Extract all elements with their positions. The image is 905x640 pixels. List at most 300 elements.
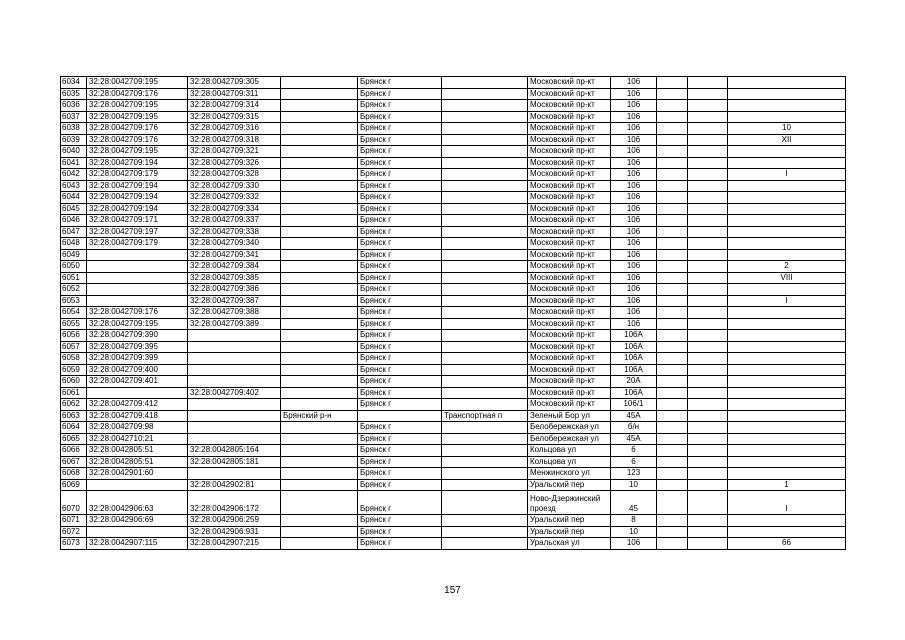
city-cell: Брянск г [358, 192, 442, 204]
district-cell [281, 341, 358, 353]
apartment-cell [728, 100, 846, 112]
cadastral-number-cell: 32:28:0042709:418 [87, 410, 188, 422]
district-cell [281, 399, 358, 411]
structure-cell [688, 399, 728, 411]
building-cell [657, 433, 688, 445]
locality-cell [442, 203, 528, 215]
structure-cell [688, 88, 728, 100]
street-cell: Московский пр-кт [528, 88, 611, 100]
parent-cadastral-number-cell [188, 341, 281, 353]
structure-cell [688, 307, 728, 319]
cadastral-number-cell: 32:28:0042709:194 [87, 192, 188, 204]
structure-cell [688, 353, 728, 365]
structure-cell [688, 226, 728, 238]
table-row [61, 515, 846, 527]
city-cell: Брянск г [358, 479, 442, 491]
street-cell: Московский пр-кт [528, 330, 611, 342]
street-cell: Московский пр-кт [528, 238, 611, 250]
locality-cell [442, 307, 528, 319]
row-number-cell: 6046 [61, 215, 87, 227]
cadastral-number-cell: 32:28:0042709:390 [87, 330, 188, 342]
house-cell: 106/1 [611, 399, 657, 411]
district-cell [281, 215, 358, 227]
house-cell: 106 [611, 226, 657, 238]
house-cell: 123 [611, 468, 657, 480]
building-cell [657, 77, 688, 89]
register-table [60, 76, 846, 550]
apartment-cell [728, 203, 846, 215]
street-cell: Московский пр-кт [528, 353, 611, 365]
row-number-cell: 6048 [61, 238, 87, 250]
city-cell: Брянск г [358, 157, 442, 169]
city-cell: Брянск г [358, 238, 442, 250]
city-cell: Брянск г [358, 515, 442, 527]
parent-cadastral-number-cell: 32:28:0042902:81 [188, 479, 281, 491]
city-cell: Брянск г [358, 203, 442, 215]
building-cell [657, 111, 688, 123]
locality-cell [442, 146, 528, 158]
table-row [61, 399, 846, 411]
parent-cadastral-number-cell: 32:28:0042709:326 [188, 157, 281, 169]
structure-cell [688, 215, 728, 227]
table-row [61, 226, 846, 238]
city-cell: Брянск г [358, 226, 442, 238]
table-row [61, 111, 846, 123]
parent-cadastral-number-cell: 32:28:0042709:387 [188, 295, 281, 307]
parent-cadastral-number-cell: 32:28:0042906:172 [188, 491, 281, 515]
street-cell: Московский пр-кт [528, 100, 611, 112]
locality-cell [442, 157, 528, 169]
apartment-cell [728, 399, 846, 411]
street-cell: Московский пр-кт [528, 364, 611, 376]
row-number-cell: 6043 [61, 180, 87, 192]
parent-cadastral-number-cell: 32:28:0042709:328 [188, 169, 281, 181]
apartment-cell [728, 330, 846, 342]
parent-cadastral-number-cell [188, 433, 281, 445]
parent-cadastral-number-cell: 32:28:0042709:334 [188, 203, 281, 215]
city-cell: Брянск г [358, 468, 442, 480]
building-cell [657, 526, 688, 538]
apartment-cell [728, 307, 846, 319]
structure-cell [688, 422, 728, 434]
table-row [61, 410, 846, 422]
locality-cell [442, 538, 528, 550]
apartment-cell [728, 468, 846, 480]
city-cell: Брянск г [358, 111, 442, 123]
structure-cell [688, 364, 728, 376]
building-cell [657, 238, 688, 250]
parent-cadastral-number-cell: 32:28:0042907:215 [188, 538, 281, 550]
district-cell [281, 515, 358, 527]
parent-cadastral-number-cell: 32:28:0042709:338 [188, 226, 281, 238]
street-cell: Зеленый Бор ул [528, 410, 611, 422]
table-row [61, 238, 846, 250]
district-cell: Брянский р-н [281, 410, 358, 422]
street-cell: Уральский пер [528, 526, 611, 538]
city-cell: Брянск г [358, 146, 442, 158]
parent-cadastral-number-cell [188, 376, 281, 388]
locality-cell [442, 422, 528, 434]
locality-cell [442, 284, 528, 296]
table-row [61, 479, 846, 491]
street-cell: Московский пр-кт [528, 272, 611, 284]
house-cell: 106 [611, 180, 657, 192]
table-row [61, 284, 846, 296]
house-cell: 45А [611, 410, 657, 422]
district-cell [281, 307, 358, 319]
parent-cadastral-number-cell: 32:28:0042906:259 [188, 515, 281, 527]
apartment-cell [728, 146, 846, 158]
apartment-cell [728, 77, 846, 89]
parent-cadastral-number-cell: 32:28:0042709:314 [188, 100, 281, 112]
table-row [61, 192, 846, 204]
building-cell [657, 307, 688, 319]
row-number-cell: 6054 [61, 307, 87, 319]
table-row [61, 134, 846, 146]
structure-cell [688, 157, 728, 169]
locality-cell [442, 77, 528, 89]
street-cell: Кольцова ул [528, 445, 611, 457]
locality-cell [442, 134, 528, 146]
table-row [61, 261, 846, 273]
city-cell: Брянск г [358, 456, 442, 468]
house-cell: 6 [611, 445, 657, 457]
table-row [61, 468, 846, 480]
district-cell [281, 330, 358, 342]
table-row [61, 215, 846, 227]
structure-cell [688, 387, 728, 399]
cadastral-number-cell: 32:28:0042709:195 [87, 77, 188, 89]
street-cell: Московский пр-кт [528, 123, 611, 135]
house-cell: 10 [611, 479, 657, 491]
apartment-cell [728, 88, 846, 100]
district-cell [281, 157, 358, 169]
table-row [61, 100, 846, 112]
locality-cell [442, 491, 528, 515]
building-cell [657, 272, 688, 284]
locality-cell [442, 180, 528, 192]
parent-cadastral-number-cell [188, 468, 281, 480]
cadastral-number-cell: 32:28:0042709:400 [87, 364, 188, 376]
building-cell [657, 491, 688, 515]
street-cell: Московский пр-кт [528, 157, 611, 169]
cadastral-number-cell: 32:28:0042710:21 [87, 433, 188, 445]
building-cell [657, 226, 688, 238]
house-cell: 106 [611, 295, 657, 307]
building-cell [657, 146, 688, 158]
street-cell: Московский пр-кт [528, 261, 611, 273]
building-cell [657, 157, 688, 169]
district-cell [281, 203, 358, 215]
table-row [61, 203, 846, 215]
house-cell: 106 [611, 146, 657, 158]
apartment-cell [728, 410, 846, 422]
apartment-cell [728, 353, 846, 365]
table-row [61, 169, 846, 181]
locality-cell: Транспортная п [442, 410, 528, 422]
city-cell: Брянск г [358, 399, 442, 411]
apartment-cell: I [728, 491, 846, 515]
cadastral-number-cell [87, 387, 188, 399]
parent-cadastral-number-cell: 32:28:0042709:385 [188, 272, 281, 284]
row-number-cell: 6073 [61, 538, 87, 550]
locality-cell [442, 295, 528, 307]
parent-cadastral-number-cell: 32:28:0042709:318 [188, 134, 281, 146]
building-cell [657, 399, 688, 411]
table-row [61, 433, 846, 445]
house-cell: 10 [611, 526, 657, 538]
district-cell [281, 491, 358, 515]
structure-cell [688, 318, 728, 330]
street-cell: Московский пр-кт [528, 134, 611, 146]
locality-cell [442, 515, 528, 527]
table-row [61, 318, 846, 330]
row-number-cell: 6061 [61, 387, 87, 399]
house-cell: 106 [611, 261, 657, 273]
row-number-cell: 6053 [61, 295, 87, 307]
district-cell [281, 249, 358, 261]
row-number-cell: 6057 [61, 341, 87, 353]
structure-cell [688, 330, 728, 342]
street-cell: Московский пр-кт [528, 399, 611, 411]
structure-cell [688, 169, 728, 181]
locality-cell [442, 456, 528, 468]
locality-cell [442, 341, 528, 353]
district-cell [281, 180, 358, 192]
structure-cell [688, 526, 728, 538]
city-cell: Брянск г [358, 353, 442, 365]
city-cell: Брянск г [358, 261, 442, 273]
district-cell [281, 123, 358, 135]
house-cell: 106А [611, 330, 657, 342]
house-cell: 106А [611, 341, 657, 353]
street-cell: Ново-Дзержинский проезд [528, 491, 611, 515]
locality-cell [442, 226, 528, 238]
house-cell: 106 [611, 192, 657, 204]
parent-cadastral-number-cell: 32:28:0042709:341 [188, 249, 281, 261]
cadastral-number-cell: 32:28:0042709:179 [87, 169, 188, 181]
city-cell: Брянск г [358, 307, 442, 319]
table-row [61, 538, 846, 550]
row-number-cell: 6062 [61, 399, 87, 411]
structure-cell [688, 445, 728, 457]
cadastral-number-cell: 32:28:0042901:60 [87, 468, 188, 480]
district-cell [281, 295, 358, 307]
apartment-cell [728, 433, 846, 445]
apartment-cell [728, 422, 846, 434]
cadastral-number-cell [87, 249, 188, 261]
cadastral-number-cell: 32:28:0042709:195 [87, 100, 188, 112]
apartment-cell [728, 180, 846, 192]
apartment-cell [728, 111, 846, 123]
parent-cadastral-number-cell [188, 422, 281, 434]
locality-cell [442, 376, 528, 388]
city-cell: Брянск г [358, 318, 442, 330]
structure-cell [688, 77, 728, 89]
district-cell [281, 226, 358, 238]
row-number-cell: 6036 [61, 100, 87, 112]
locality-cell [442, 88, 528, 100]
street-cell: Московский пр-кт [528, 387, 611, 399]
district-cell [281, 272, 358, 284]
row-number-cell: 6065 [61, 433, 87, 445]
district-cell [281, 376, 358, 388]
locality-cell [442, 249, 528, 261]
cadastral-number-cell: 32:28:0042709:195 [87, 146, 188, 158]
district-cell [281, 192, 358, 204]
apartment-cell [728, 364, 846, 376]
row-number-cell: 6045 [61, 203, 87, 215]
apartment-cell [728, 515, 846, 527]
city-cell: Брянск г [358, 88, 442, 100]
structure-cell [688, 180, 728, 192]
locality-cell [442, 123, 528, 135]
street-cell: Московский пр-кт [528, 111, 611, 123]
house-cell: 106 [611, 88, 657, 100]
house-cell: 20А [611, 376, 657, 388]
apartment-cell: 66 [728, 538, 846, 550]
building-cell [657, 364, 688, 376]
building-cell [657, 215, 688, 227]
city-cell: Брянск г [358, 295, 442, 307]
building-cell [657, 180, 688, 192]
building-cell [657, 376, 688, 388]
row-number-cell: 6059 [61, 364, 87, 376]
locality-cell [442, 238, 528, 250]
row-number-cell: 6041 [61, 157, 87, 169]
row-number-cell: 6039 [61, 134, 87, 146]
table-row [61, 376, 846, 388]
structure-cell [688, 261, 728, 273]
structure-cell [688, 376, 728, 388]
cadastral-number-cell [87, 295, 188, 307]
district-cell [281, 146, 358, 158]
row-number-cell: 6035 [61, 88, 87, 100]
city-cell: Брянск г [358, 341, 442, 353]
register-rows [61, 77, 846, 550]
district-cell [281, 169, 358, 181]
row-number-cell: 6066 [61, 445, 87, 457]
house-cell: 106 [611, 203, 657, 215]
apartment-cell: 2 [728, 261, 846, 273]
parent-cadastral-number-cell: 32:28:0042805:181 [188, 456, 281, 468]
cadastral-number-cell [87, 479, 188, 491]
apartment-cell: 1 [728, 479, 846, 491]
apartment-cell [728, 157, 846, 169]
apartment-cell: I [728, 295, 846, 307]
street-cell: Московский пр-кт [528, 249, 611, 261]
table-row [61, 422, 846, 434]
street-cell: Московский пр-кт [528, 318, 611, 330]
parent-cadastral-number-cell [188, 364, 281, 376]
building-cell [657, 515, 688, 527]
locality-cell [442, 526, 528, 538]
street-cell: Кольцова ул [528, 456, 611, 468]
district-cell [281, 77, 358, 89]
parent-cadastral-number-cell: 32:28:0042709:337 [188, 215, 281, 227]
table-row [61, 272, 846, 284]
house-cell: 106 [611, 123, 657, 135]
cadastral-number-cell: 32:28:0042709:399 [87, 353, 188, 365]
structure-cell [688, 515, 728, 527]
locality-cell [442, 111, 528, 123]
street-cell: Менжинского ул [528, 468, 611, 480]
cadastral-number-cell: 32:28:0042709:194 [87, 203, 188, 215]
city-cell: Брянск г [358, 376, 442, 388]
apartment-cell [728, 249, 846, 261]
table-row [61, 387, 846, 399]
city-cell: Брянск г [358, 538, 442, 550]
table-row [61, 88, 846, 100]
parent-cadastral-number-cell: 32:28:0042906:931 [188, 526, 281, 538]
table-row [61, 526, 846, 538]
table-row [61, 456, 846, 468]
cadastral-number-cell: 32:28:0042805:51 [87, 445, 188, 457]
building-cell [657, 169, 688, 181]
structure-cell [688, 203, 728, 215]
row-number-cell: 6056 [61, 330, 87, 342]
house-cell: 106 [611, 111, 657, 123]
house-cell: 106 [611, 157, 657, 169]
house-cell: 8 [611, 515, 657, 527]
table-row [61, 364, 846, 376]
page-number: 157 [444, 585, 461, 596]
house-cell: 106А [611, 387, 657, 399]
structure-cell [688, 238, 728, 250]
street-cell: Московский пр-кт [528, 226, 611, 238]
street-cell: Московский пр-кт [528, 307, 611, 319]
district-cell [281, 318, 358, 330]
cadastral-number-cell: 32:28:0042709:194 [87, 157, 188, 169]
district-cell [281, 387, 358, 399]
parent-cadastral-number-cell [188, 410, 281, 422]
row-number-cell: 6051 [61, 272, 87, 284]
row-number-cell: 6072 [61, 526, 87, 538]
district-cell [281, 284, 358, 296]
house-cell: б/н [611, 422, 657, 434]
row-number-cell: 6064 [61, 422, 87, 434]
city-cell: Брянск г [358, 215, 442, 227]
table-row [61, 77, 846, 89]
building-cell [657, 134, 688, 146]
structure-cell [688, 538, 728, 550]
apartment-cell [728, 445, 846, 457]
apartment-cell: XII [728, 134, 846, 146]
city-cell: Брянск г [358, 180, 442, 192]
row-number-cell: 6060 [61, 376, 87, 388]
building-cell [657, 456, 688, 468]
row-number-cell: 6067 [61, 456, 87, 468]
district-cell [281, 445, 358, 457]
row-number-cell: 6037 [61, 111, 87, 123]
parent-cadastral-number-cell: 32:28:0042709:332 [188, 192, 281, 204]
cadastral-number-cell: 32:28:0042709:412 [87, 399, 188, 411]
row-number-cell: 6052 [61, 284, 87, 296]
city-cell: Брянск г [358, 123, 442, 135]
structure-cell [688, 100, 728, 112]
apartment-cell: I [728, 169, 846, 181]
district-cell [281, 238, 358, 250]
parent-cadastral-number-cell: 32:28:0042805:164 [188, 445, 281, 457]
apartment-cell: 10 [728, 123, 846, 135]
district-cell [281, 364, 358, 376]
cadastral-number-cell: 32:28:0042709:395 [87, 341, 188, 353]
cadastral-number-cell: 32:28:0042709:401 [87, 376, 188, 388]
street-cell: Московский пр-кт [528, 203, 611, 215]
cadastral-number-cell: 32:28:0042709:176 [87, 123, 188, 135]
street-cell: Московский пр-кт [528, 376, 611, 388]
apartment-cell [728, 318, 846, 330]
